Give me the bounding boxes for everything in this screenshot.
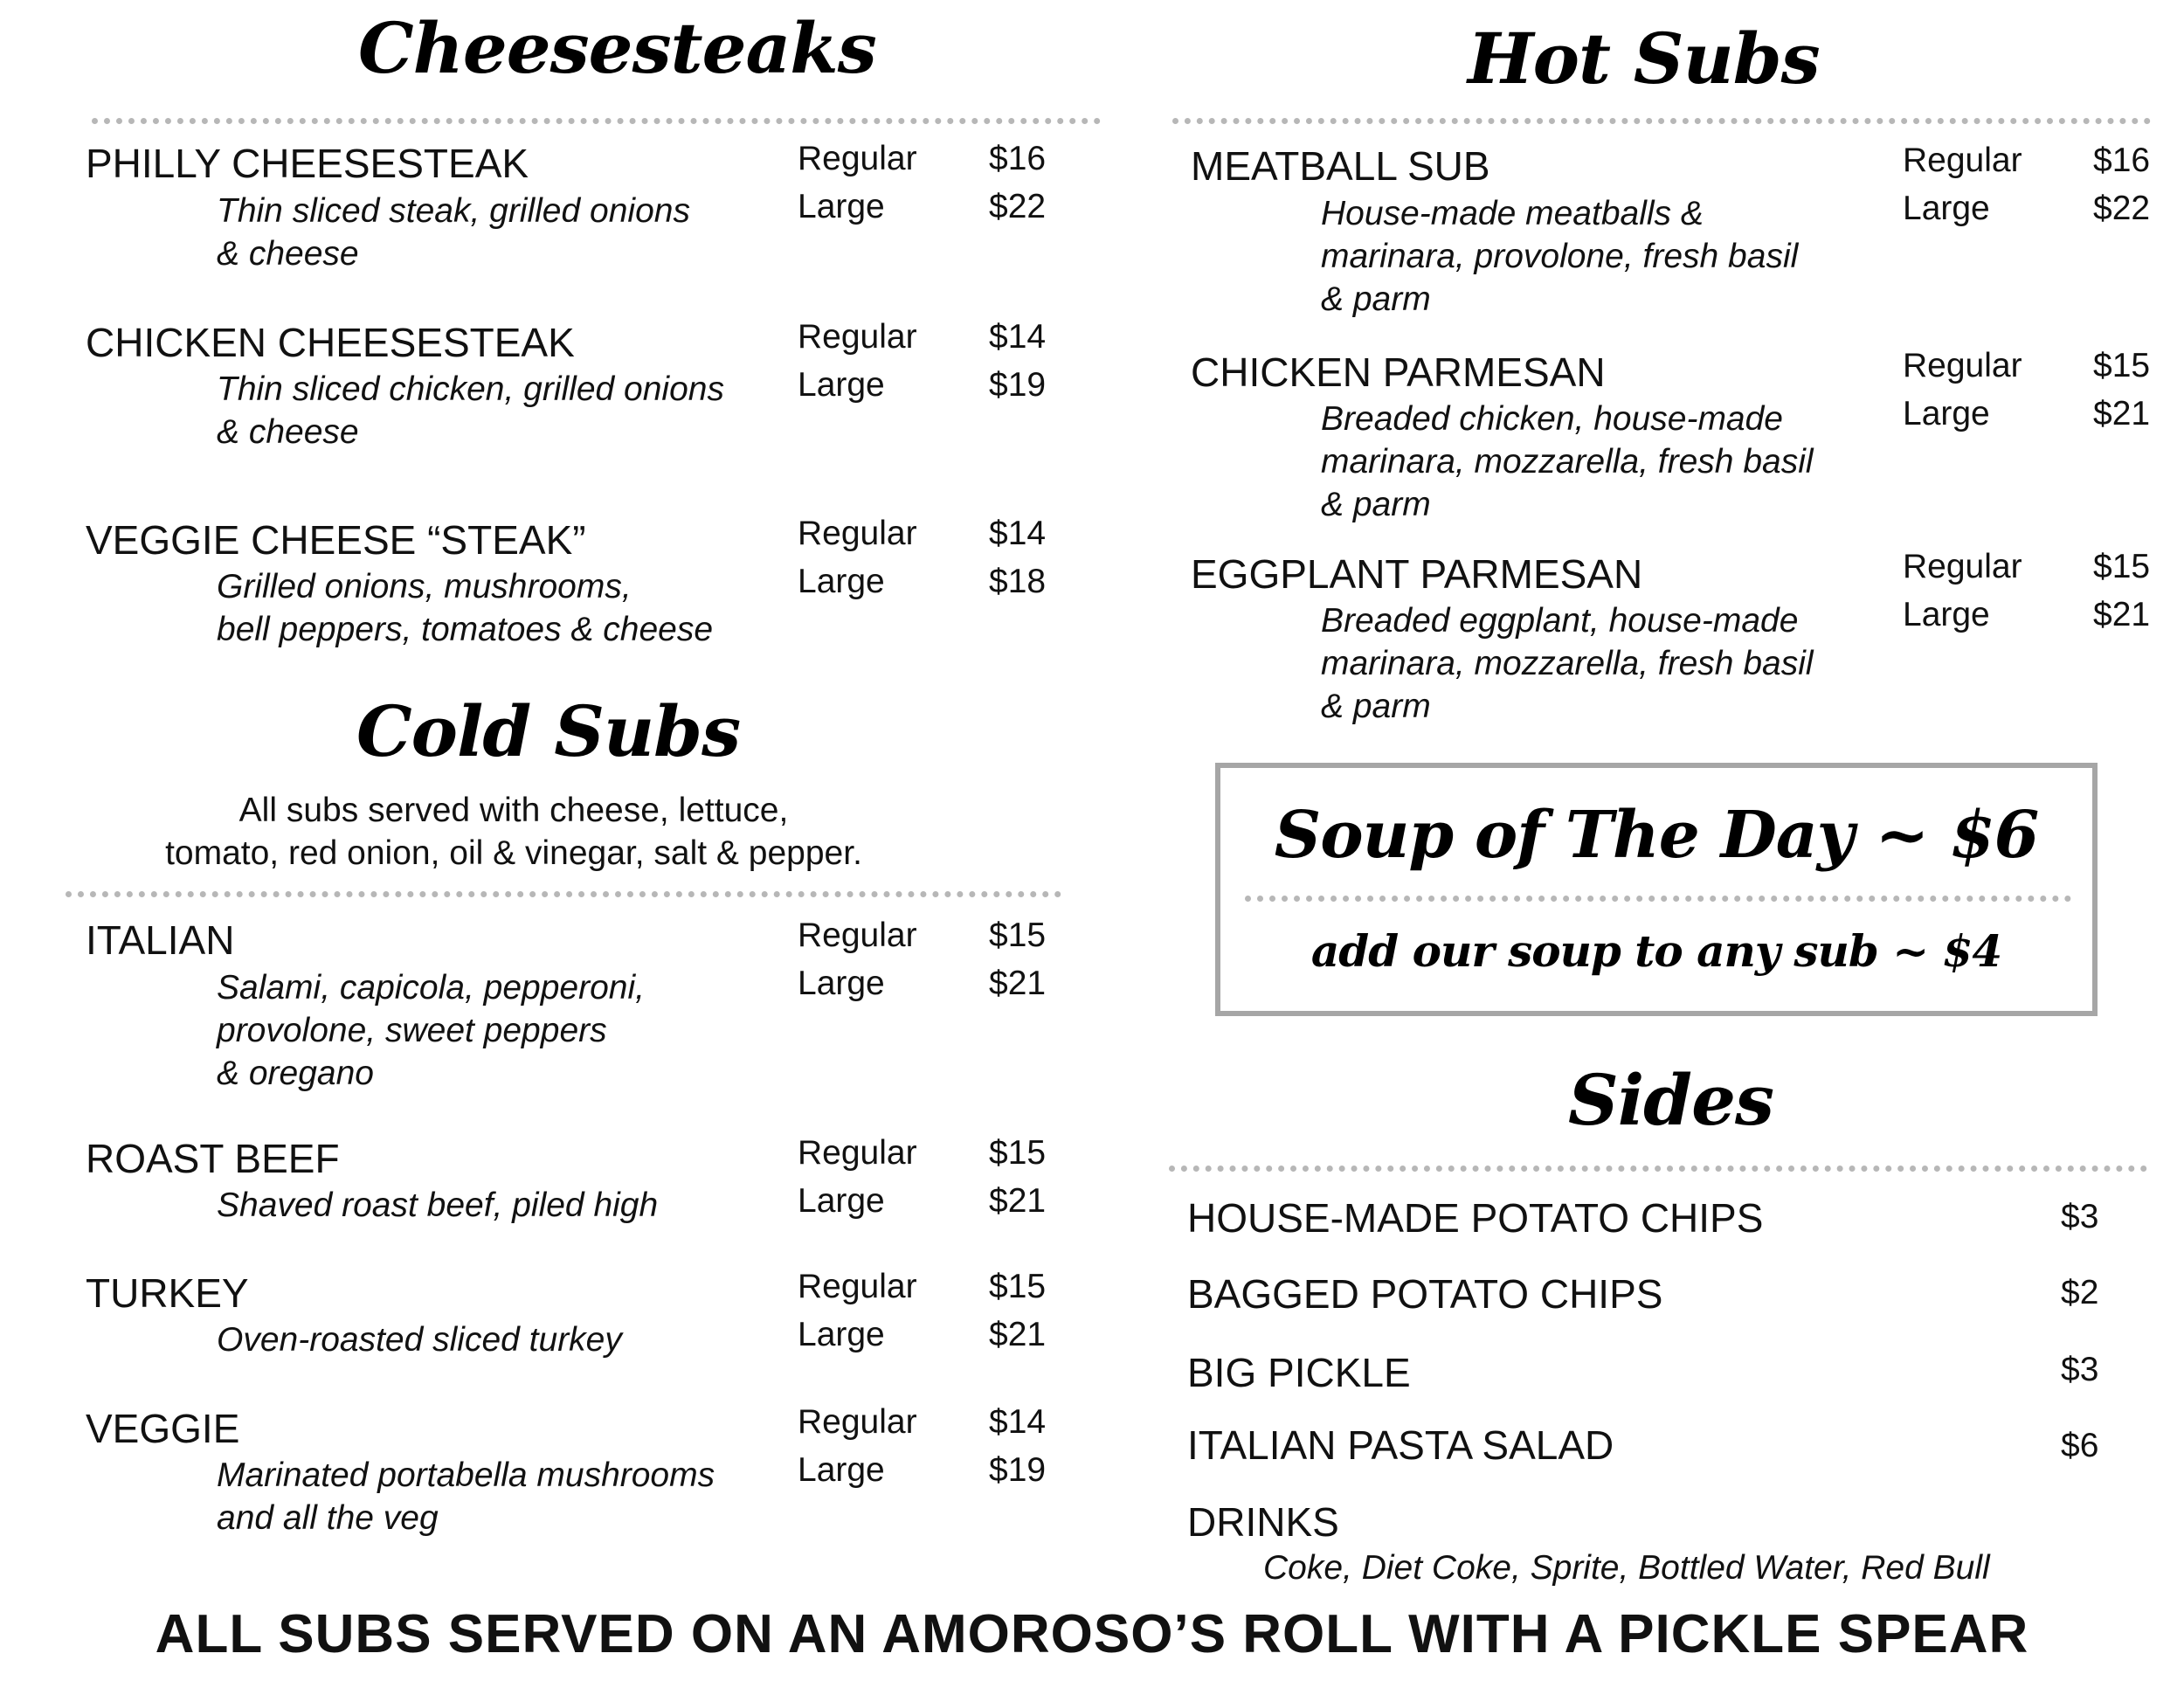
- description-line: & oregano: [217, 1055, 374, 1092]
- size-label-regular: Regular: [798, 1268, 917, 1305]
- description-line: provolone, sweet peppers: [217, 1012, 607, 1049]
- side-item-price: $3: [2061, 1351, 2099, 1388]
- size-label-large: Large: [798, 188, 885, 225]
- side-item-name: HOUSE-MADE POTATO CHIPS: [1187, 1195, 1764, 1241]
- description-line: marinara, mozzarella, fresh basil: [1321, 443, 1814, 481]
- size-label-regular: Regular: [798, 515, 917, 552]
- size-label-large: Large: [798, 366, 885, 404]
- price-regular: $14: [989, 318, 1047, 356]
- menu-item-description: [217, 1454, 715, 1539]
- intro-line: All subs served with cheese, lettuce,: [238, 792, 789, 829]
- menu-item-name: PHILLY CHEESESTEAK: [86, 141, 529, 186]
- price-regular: $14: [989, 1403, 1047, 1441]
- price-large: $21: [2093, 395, 2151, 432]
- side-item-price: $6: [2061, 1427, 2099, 1464]
- price-regular: $15: [989, 1134, 1047, 1172]
- description-line: House-made meatballs &: [1321, 195, 1704, 232]
- description-line: Thin sliced chicken, grilled onions: [217, 370, 724, 408]
- price-large: $21: [989, 965, 1047, 1002]
- price-large: $21: [989, 1182, 1047, 1220]
- description-line: Breaded chicken, house-made: [1321, 400, 1783, 438]
- price-large: $22: [2093, 190, 2151, 227]
- side-item-price: $3: [2061, 1198, 2099, 1235]
- price-regular: $15: [2093, 347, 2151, 384]
- sides-divider: [1169, 1166, 2147, 1172]
- description-line: & cheese: [217, 235, 359, 273]
- menu-item-name: CHICKEN PARMESAN: [1191, 349, 1606, 395]
- price-regular: $14: [989, 515, 1047, 552]
- drinks-name: DRINKS: [1187, 1499, 1339, 1545]
- size-label-regular: Regular: [798, 1403, 917, 1441]
- soup-divider: [1245, 896, 2071, 902]
- soup-subtitle: add our soup to any sub ~ $4: [1310, 925, 2002, 977]
- description-line: and all the veg: [217, 1499, 439, 1537]
- size-label-large: Large: [1903, 395, 1990, 432]
- size-label-regular: Regular: [1903, 548, 2022, 585]
- side-item-name: ITALIAN PASTA SALAD: [1187, 1422, 1614, 1468]
- size-label-regular: Regular: [798, 140, 917, 177]
- menu-item-description: [1321, 192, 1798, 321]
- menu-item-description: [1321, 599, 1814, 728]
- sides-heading: Sides: [1568, 1059, 1774, 1141]
- size-label-large: Large: [798, 563, 885, 600]
- menu-item-name: VEGGIE: [86, 1406, 240, 1451]
- cold-subs-divider: [66, 891, 1061, 897]
- price-large: $18: [989, 563, 1047, 600]
- size-label-large: Large: [1903, 596, 1990, 633]
- menu-item-name: ROAST BEEF: [86, 1136, 340, 1181]
- description-line: marinara, mozzarella, fresh basil: [1321, 645, 1814, 682]
- soup-of-the-day-box: [1215, 763, 2098, 1016]
- hot-subs-divider: [1172, 118, 2151, 124]
- menu-item-name: EGGPLANT PARMESAN: [1191, 551, 1643, 597]
- menu-item-description: [217, 565, 713, 651]
- size-label-regular: Regular: [798, 1134, 917, 1172]
- intro-line: tomato, red onion, oil & vinegar, salt & pepper.: [165, 834, 862, 872]
- menu-item-description: [1321, 398, 1814, 526]
- menu-item-name: MEATBALL SUB: [1191, 143, 1490, 189]
- description-line: & parm: [1321, 280, 1431, 318]
- description-line: Breaded eggplant, house-made: [1321, 602, 1799, 640]
- description-line: Grilled onions, mushrooms,: [217, 568, 632, 605]
- description-line: bell peppers, tomatoes & cheese: [217, 611, 714, 648]
- cold-subs-intro: [142, 789, 885, 875]
- menu-item-description: [217, 368, 724, 453]
- description-line: Thin sliced steak, grilled onions: [217, 192, 690, 230]
- description-line: & parm: [1321, 486, 1431, 523]
- price-regular: $15: [989, 917, 1047, 954]
- size-label-regular: Regular: [1903, 142, 2022, 179]
- description-line: & parm: [1321, 688, 1431, 725]
- size-label-regular: Regular: [1903, 347, 2022, 384]
- description-line: Shaved roast beef, piled high: [217, 1186, 659, 1224]
- size-label-regular: Regular: [798, 318, 917, 356]
- size-label-large: Large: [798, 1182, 885, 1220]
- price-large: $22: [989, 188, 1047, 225]
- menu-item-description: [217, 1318, 622, 1361]
- size-label-regular: Regular: [798, 917, 917, 954]
- side-item-price: $2: [2061, 1274, 2099, 1311]
- price-large: $21: [2093, 596, 2151, 633]
- description-line: Salami, capicola, pepperoni,: [217, 969, 645, 1007]
- menu-item-name: VEGGIE CHEESE “STEAK”: [86, 517, 586, 563]
- side-item-name: BIG PICKLE: [1187, 1350, 1411, 1395]
- cheesesteaks-heading: Cheesesteaks: [358, 7, 876, 89]
- menu-item-name: CHICKEN CHEESESTEAK: [86, 320, 575, 365]
- price-regular: $15: [2093, 548, 2151, 585]
- drinks-description: Coke, Diet Coke, Sprite, Bottled Water, Red Bull: [1263, 1549, 1990, 1587]
- price-large: $19: [989, 366, 1047, 404]
- price-large: $21: [989, 1316, 1047, 1353]
- description-line: Marinated portabella mushrooms: [217, 1456, 715, 1494]
- price-regular: $16: [989, 140, 1047, 177]
- cold-subs-heading: Cold Subs: [356, 690, 741, 772]
- size-label-large: Large: [798, 1316, 885, 1353]
- description-line: Oven-roasted sliced turkey: [217, 1321, 622, 1359]
- menu-item-name: TURKEY: [86, 1270, 249, 1316]
- description-line: marinara, provolone, fresh basil: [1321, 238, 1799, 275]
- menu-item-description: [217, 190, 690, 275]
- price-regular: $16: [2093, 142, 2151, 179]
- menu-item-description: [217, 966, 645, 1095]
- soup-title: Soup of The Day ~ $6: [1274, 798, 2039, 873]
- price-regular: $15: [989, 1268, 1047, 1305]
- description-line: & cheese: [217, 413, 359, 451]
- hot-subs-heading: Hot Subs: [1468, 17, 1820, 100]
- size-label-large: Large: [798, 1451, 885, 1489]
- cheesesteaks-divider: [92, 118, 1101, 124]
- price-large: $19: [989, 1451, 1047, 1489]
- size-label-large: Large: [1903, 190, 1990, 227]
- size-label-large: Large: [798, 965, 885, 1002]
- side-item-name: BAGGED POTATO CHIPS: [1187, 1271, 1663, 1317]
- footer-note: ALL SUBS SERVED ON AN AMOROSO’S ROLL WITH A PICKLE SPEAR: [155, 1604, 2029, 1664]
- menu-item-name: ITALIAN: [86, 917, 235, 963]
- menu-item-description: [217, 1184, 658, 1227]
